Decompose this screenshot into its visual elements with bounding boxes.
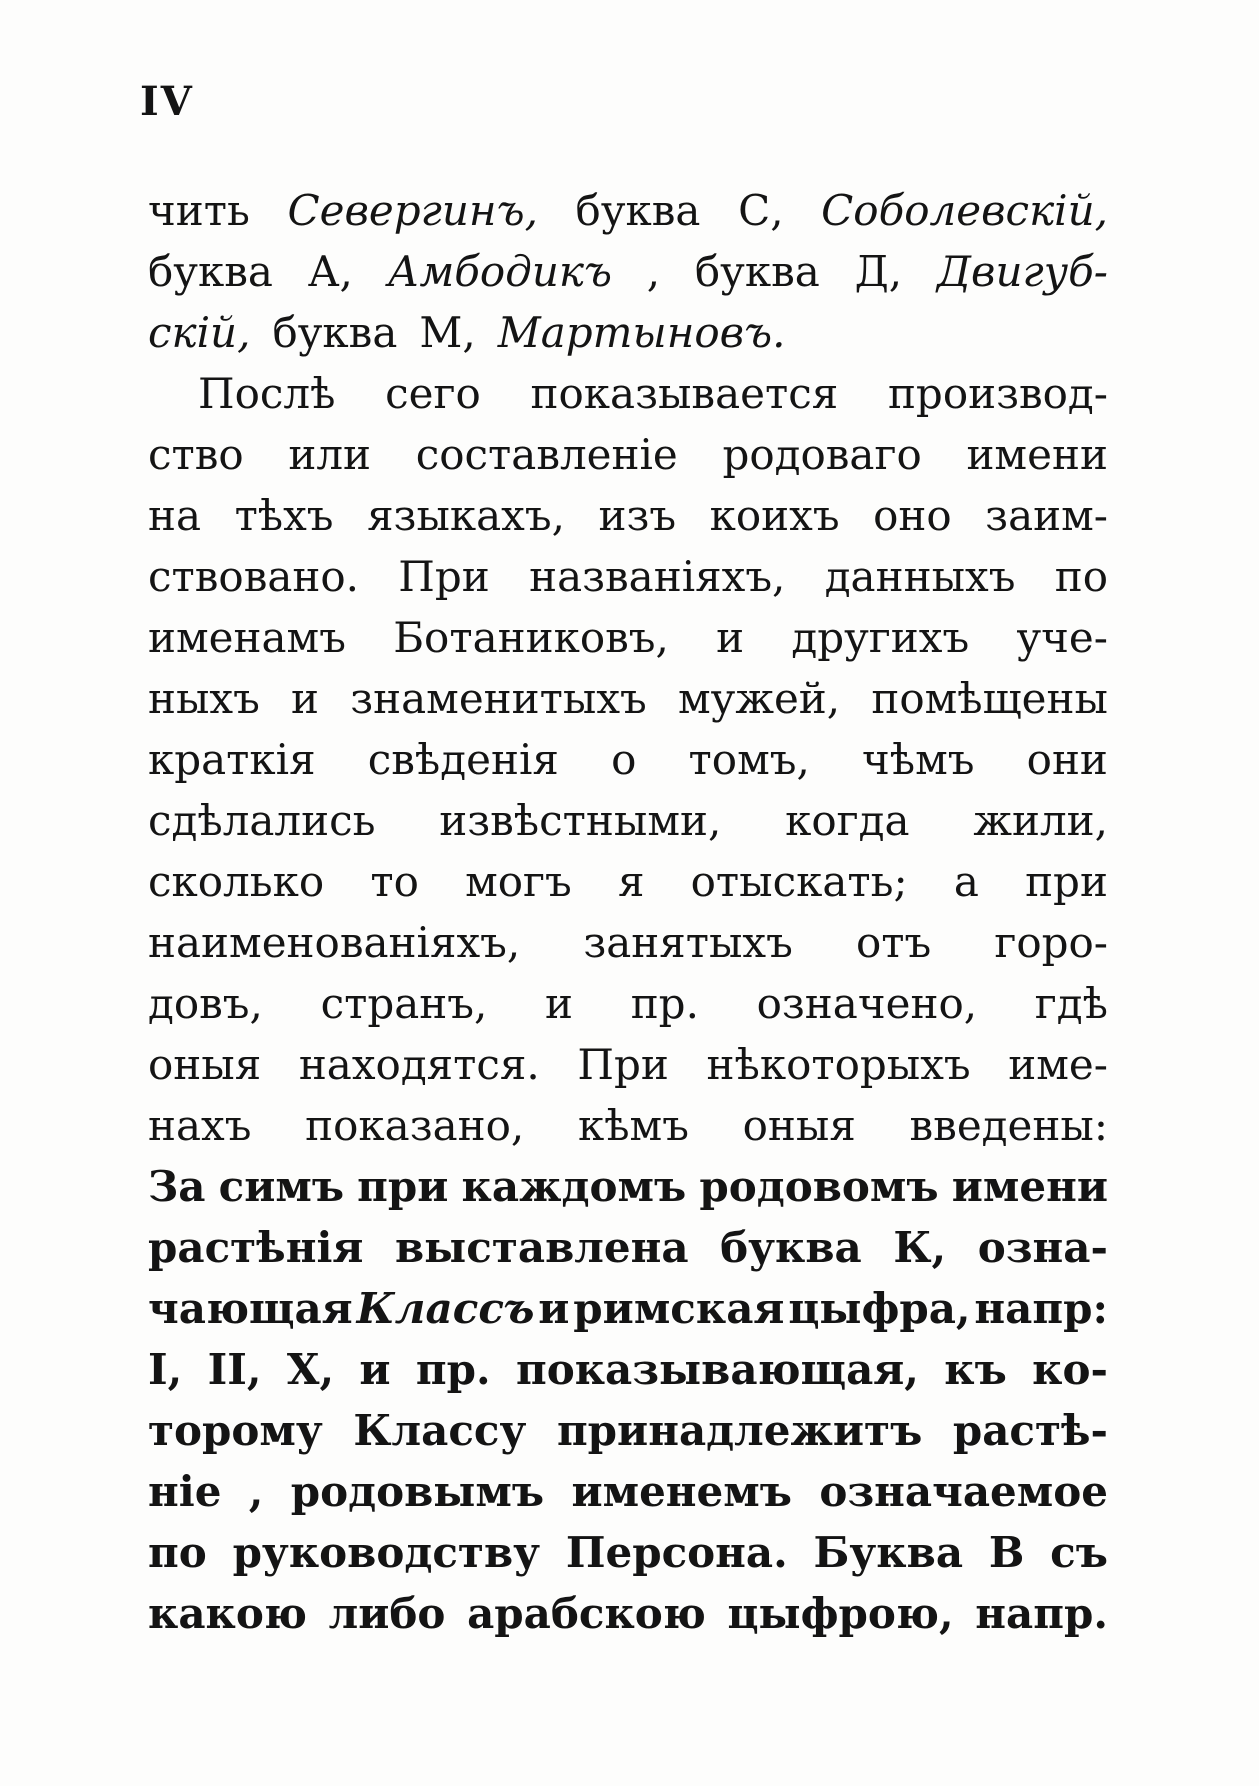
word: нѣкоторыхъ — [706, 1040, 971, 1089]
word: и — [538, 1284, 570, 1333]
word: какою — [148, 1589, 307, 1638]
word: могъ — [465, 857, 572, 906]
text-line — [148, 1217, 1108, 1278]
word: когда — [785, 796, 910, 845]
word: симъ — [218, 1162, 345, 1211]
word: свѣденія — [367, 735, 559, 784]
word: озна- — [977, 1223, 1108, 1272]
word: данныхъ — [824, 552, 1016, 601]
word: гдѣ — [1034, 979, 1108, 1028]
word: знаменитыхъ — [350, 674, 647, 723]
word: Д, — [854, 247, 903, 296]
word: цыфра, — [788, 1284, 971, 1333]
word: родовымъ — [290, 1467, 545, 1516]
word: оныя — [742, 1101, 856, 1150]
word: А, — [307, 247, 353, 296]
word: сего — [385, 369, 481, 418]
word: именемъ — [571, 1467, 792, 1516]
word: I, — [148, 1345, 183, 1394]
word: Персона. — [565, 1528, 788, 1577]
word: , — [248, 1467, 264, 1516]
text-line — [148, 1461, 1108, 1522]
word: введены: — [909, 1101, 1108, 1150]
word: Послѣ — [198, 369, 336, 418]
word: , — [646, 247, 661, 296]
word: именамъ — [148, 613, 346, 662]
word: буква — [575, 186, 701, 235]
word: пр. — [415, 1345, 491, 1394]
word: буква — [148, 247, 273, 296]
word: означено, — [756, 979, 978, 1028]
word: показывающая, — [515, 1345, 919, 1394]
word: названіяхъ, — [529, 552, 786, 601]
word: выставлена — [395, 1223, 689, 1272]
word: то — [370, 857, 419, 906]
word: ство — [148, 430, 244, 479]
word: показано, — [305, 1101, 525, 1150]
word: сдѣлались — [148, 796, 376, 845]
word: С, — [738, 186, 784, 235]
word: о — [611, 735, 637, 784]
word: помѣщены — [871, 674, 1108, 723]
text-line — [148, 1522, 1108, 1583]
word: Севергинъ, — [287, 186, 538, 235]
word: растѣнія — [148, 1223, 364, 1272]
word: и — [716, 613, 745, 662]
word: тѣхъ — [234, 491, 334, 540]
word: чѣмъ — [861, 735, 975, 784]
word: римская — [573, 1284, 785, 1333]
word: Буква — [813, 1528, 964, 1577]
text-line — [148, 1583, 1108, 1644]
word: при — [357, 1162, 449, 1211]
text-line — [148, 180, 1108, 241]
word: растѣ- — [952, 1406, 1108, 1455]
text-line — [148, 912, 1108, 973]
word: и — [359, 1345, 391, 1394]
word: отыскать; — [690, 857, 908, 906]
word: сколько — [148, 857, 325, 906]
word: руководству — [232, 1528, 541, 1577]
word: За — [148, 1162, 206, 1211]
word: родовомъ — [699, 1162, 939, 1211]
word: каждомъ — [461, 1162, 687, 1211]
word: чающая — [148, 1284, 353, 1333]
word: оно — [873, 491, 952, 540]
word: другихъ — [791, 613, 970, 662]
word: Двигуб- — [936, 247, 1108, 296]
word: При — [398, 552, 490, 601]
word: на — [148, 491, 202, 540]
word: по — [1054, 552, 1108, 601]
page-number: IV — [140, 78, 194, 125]
word: При — [577, 1040, 669, 1089]
word: Мартыновъ. — [497, 308, 786, 357]
word: имени — [951, 1162, 1108, 1211]
word: ныхъ — [148, 674, 260, 723]
word: пр. — [630, 979, 699, 1028]
word: они — [1026, 735, 1108, 784]
word: цыфрою, — [727, 1589, 954, 1638]
text-line — [148, 424, 1108, 485]
word: занятыхъ — [583, 918, 793, 967]
word: странъ, — [320, 979, 488, 1028]
word: языкахъ, — [367, 491, 565, 540]
word: по — [148, 1528, 207, 1577]
word: торому — [148, 1406, 323, 1455]
word: имени — [966, 430, 1108, 479]
word: заим- — [985, 491, 1108, 540]
word: извѣстными, — [439, 796, 722, 845]
text-line — [148, 302, 1108, 363]
word: производ- — [887, 369, 1108, 418]
word: жили, — [973, 796, 1108, 845]
word: означаемое — [819, 1467, 1108, 1516]
text-line — [148, 851, 1108, 912]
word: Амбодикъ — [387, 247, 612, 296]
word: М, — [419, 308, 476, 357]
word: и — [291, 674, 320, 723]
word: съ — [1050, 1528, 1108, 1577]
word: родоваго — [722, 430, 922, 479]
word: скій, — [148, 308, 251, 357]
word: довъ, — [148, 979, 263, 1028]
text-line — [148, 1278, 1108, 1339]
word: и — [545, 979, 573, 1028]
word: а — [953, 857, 979, 906]
word: мужей, — [677, 674, 841, 723]
text-line — [148, 790, 1108, 851]
word: буква — [720, 1223, 862, 1272]
word: Классу — [353, 1406, 527, 1455]
text-line — [148, 546, 1108, 607]
text-line — [148, 241, 1108, 302]
word: составленіе — [415, 430, 678, 479]
word: принадлежитъ — [556, 1406, 923, 1455]
word: краткія — [148, 735, 316, 784]
word: арабскою — [467, 1589, 706, 1638]
word: напр. — [975, 1589, 1108, 1638]
text-line — [148, 1156, 1108, 1217]
word: буква — [272, 308, 398, 357]
word: ніе — [148, 1467, 222, 1516]
word: къ — [944, 1345, 1007, 1394]
word: томъ, — [688, 735, 810, 784]
text-line — [148, 1339, 1108, 1400]
word: или — [288, 430, 372, 479]
word: показывается — [530, 369, 839, 418]
word: уче- — [1016, 613, 1108, 662]
text-line — [148, 973, 1108, 1034]
word: отъ — [855, 918, 932, 967]
word: II, — [207, 1345, 262, 1394]
word: Ботаниковъ, — [393, 613, 669, 662]
word: либо — [328, 1589, 446, 1638]
word: при — [1025, 857, 1108, 906]
word: име- — [1008, 1040, 1108, 1089]
word: Классъ — [356, 1284, 535, 1333]
word: Соболевскій, — [821, 186, 1108, 235]
word: коихъ — [709, 491, 840, 540]
word: В — [988, 1528, 1025, 1577]
word: ствовано. — [148, 552, 360, 601]
text-line — [148, 1034, 1108, 1095]
word: К, — [893, 1223, 947, 1272]
text-line — [148, 363, 1108, 424]
word: оныя — [148, 1040, 262, 1089]
word: наименованіяхъ, — [148, 918, 521, 967]
word: кѣмъ — [577, 1101, 689, 1150]
word: находятся. — [298, 1040, 540, 1089]
word: буква — [694, 247, 820, 296]
word: горо- — [994, 918, 1108, 967]
word: изъ — [598, 491, 677, 540]
word: чить — [148, 186, 250, 235]
text-line — [148, 1095, 1108, 1156]
word: я — [617, 857, 645, 906]
text-line — [148, 1400, 1108, 1461]
word: ко- — [1032, 1345, 1108, 1394]
word: X, — [286, 1345, 335, 1394]
text-line — [148, 485, 1108, 546]
text-line — [148, 607, 1108, 668]
word: нахъ — [148, 1101, 252, 1150]
word: напр: — [974, 1284, 1108, 1333]
text-line — [148, 729, 1108, 790]
body-text — [148, 180, 1108, 1644]
text-line — [148, 668, 1108, 729]
